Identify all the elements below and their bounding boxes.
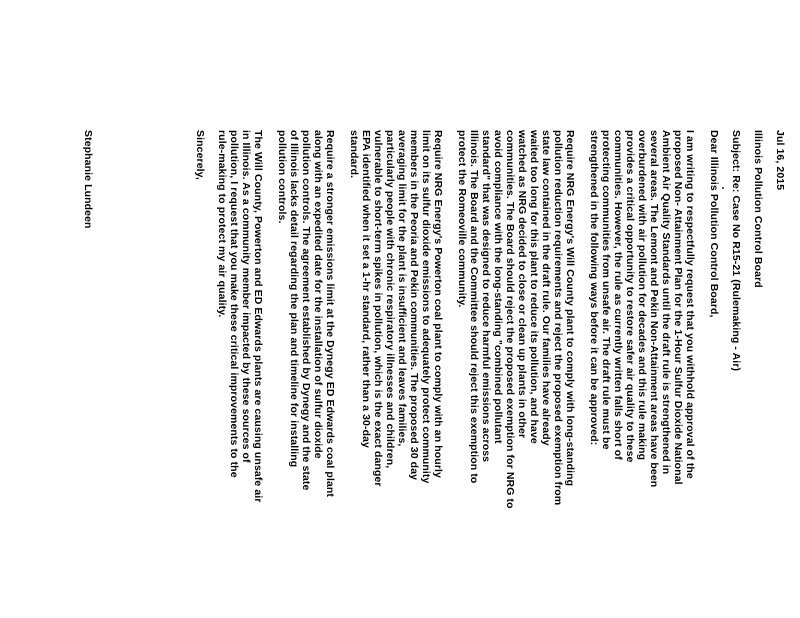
letter-recipient: Illinois Pollution Control Board xyxy=(752,130,764,288)
paragraph-4-line: of Illinois lacks detail regarding the plan and timeline for installing xyxy=(288,130,300,468)
paragraph-2-line: avoid compliance with the long-standing "combined pollutant xyxy=(492,130,504,444)
paragraph-3-line: Require NRG Energy's Powerton coal plant to comply with an hourly xyxy=(432,130,444,478)
scan-speck xyxy=(722,187,724,189)
letter-subject: Subject: Re: Case No R15-21 (Rulemaking - Air) xyxy=(730,130,742,372)
paragraph-2-line: waited too long for this plant to reduce its pollution, and have xyxy=(528,130,540,444)
paragraph-1-line: several areas. The Lemont and Pekin Non-Attainment areas have been xyxy=(648,130,660,488)
paragraph-1-line: proposed Non- Attainment Plan for the 1-Hour Sulfur Dioxide National xyxy=(672,130,684,485)
paragraph-1-line: I am writing to respectfully request that you withhold approval of the xyxy=(684,130,696,479)
paragraph-2-line: protect the Romeoville community. xyxy=(456,130,468,308)
letter-salutation: Dear Illinois Pollution Control Board, xyxy=(708,130,720,318)
paragraph-3-line: members in the Peoria and Pekin communities. The proposed 30 day xyxy=(408,130,420,481)
letter-signature: Stephanie Lundeen xyxy=(82,130,94,229)
paragraph-1-line: Ambient Air Quality Standards until the draft rule is strengthened in xyxy=(660,130,672,475)
paragraph-5-line: rule-making to protect my air quality. xyxy=(216,130,228,318)
paragraph-4-line: Require a stronger emissions limit at the Dynegy ED Edwards coal plant xyxy=(324,130,336,498)
paragraph-1-line: overburdened with air pollution for decades and this rule making xyxy=(636,130,648,461)
paragraph-2-line: standard" that was designed to reduce harmful emissions across xyxy=(480,130,492,463)
letter-date: Jul 16, 2015 xyxy=(774,130,786,191)
paragraph-1-line: provides a critical opportunity to restore safer air quality to these xyxy=(624,130,636,463)
paragraph-3-line: limit on its sulfur dioxide emissions to adequately protect community xyxy=(420,130,432,484)
paragraph-2-line: communities. The Board should reject the proposed exemption for NRG to xyxy=(504,130,516,509)
paragraph-4-line: along with an expedited date for the installation of sulfur dioxide xyxy=(312,130,324,459)
paragraph-1-line: strengthened in the following ways before it can be approved: xyxy=(588,130,600,446)
paragraph-5-line: in Illinois. As a community member impacted by these sources of xyxy=(240,130,252,463)
paragraph-4-line: pollution controls. xyxy=(276,130,288,224)
paragraph-2-line: watched as NRG decided to close or clean up plants in other xyxy=(516,130,528,439)
letter-closing: Sincerely, xyxy=(194,130,206,180)
paragraph-2-line: state law contained in the draft rule. Our families have already xyxy=(540,130,552,446)
paragraph-2-line: Illinois. The Board and the Committee should reject this exemption to xyxy=(468,130,480,484)
paragraph-3-line: standard. xyxy=(348,130,360,179)
paragraph-2-line: Require NRG Energy's Will County plant to comply with long-standing xyxy=(564,130,576,487)
paragraph-5-line: The Will County, Powerton and ED Edwards plants are causing unsafe air xyxy=(252,130,264,503)
paragraph-1-line: protecting communities from unsafe air. The draft rule must be xyxy=(600,130,612,450)
paragraph-4-line: pollution controls. The agreement established by Dynegy and the state xyxy=(300,130,312,491)
paragraph-3-line: EPA identified when it set a 1-hr standard, rather than a 30-day xyxy=(360,130,372,448)
paragraph-1-line: communities. However, the rule as currently written falls short of xyxy=(612,130,624,460)
paragraph-5-line: pollution, I request that you make these critical improvements to the xyxy=(228,130,240,478)
paragraph-2-line: pollution reduction requirements and reject the proposed exemption from xyxy=(552,130,564,506)
paragraph-3-line: averaging limit for the plant is insufficient and leaves families, xyxy=(396,130,408,447)
paragraph-3-line: particularly people with chronic respiratory illnesses and children, xyxy=(384,130,396,469)
paragraph-3-line: vulnerable to short-term spikes in pollution, which is the exact danger xyxy=(372,130,384,487)
